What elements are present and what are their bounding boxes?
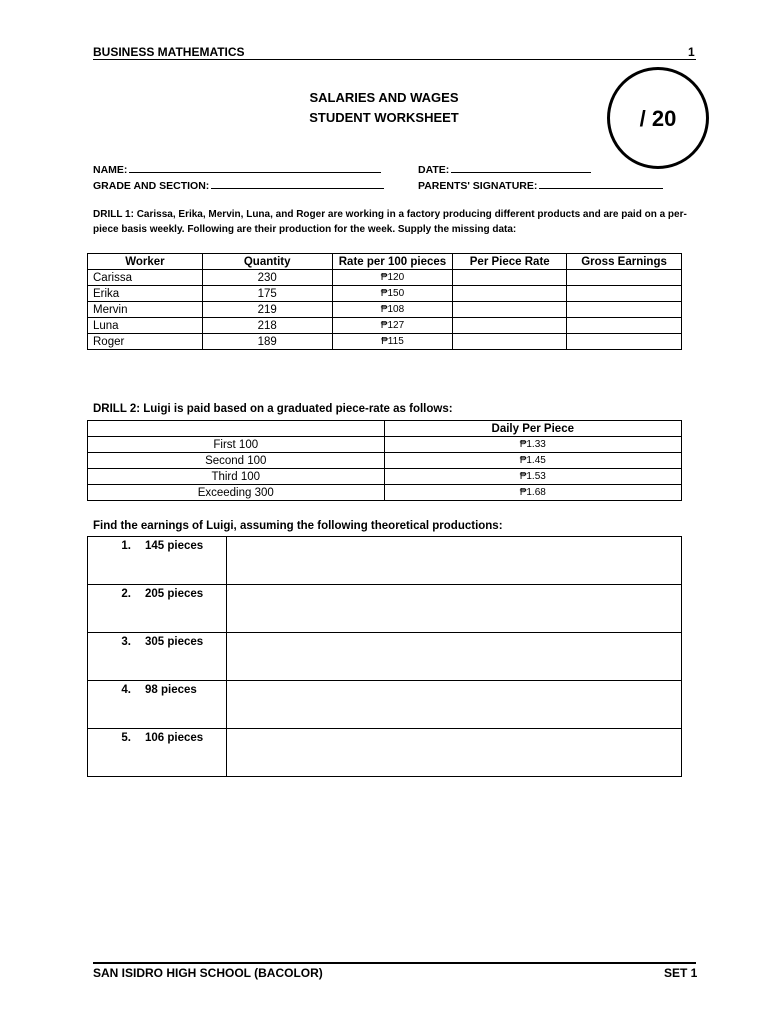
date-label: DATE: bbox=[418, 164, 450, 176]
problem-pieces: 106 pieces bbox=[145, 732, 204, 744]
page-title-line1: SALARIES AND WAGES bbox=[309, 90, 459, 105]
table-row bbox=[88, 453, 682, 469]
rate-cell: ₱115 bbox=[332, 334, 453, 350]
name-field[interactable] bbox=[93, 162, 381, 176]
parents-signature-blank[interactable] bbox=[539, 178, 663, 189]
worker-cell: Roger bbox=[88, 334, 203, 350]
problem-row bbox=[88, 585, 682, 633]
drill1-table bbox=[87, 253, 682, 350]
problem-label bbox=[88, 729, 227, 777]
table-row bbox=[88, 318, 682, 334]
problem-number: 3. bbox=[121, 636, 131, 648]
quantity-cell: 219 bbox=[202, 302, 332, 318]
col-rate-per-100: Rate per 100 pieces bbox=[332, 254, 453, 270]
header-page-number: 1 bbox=[688, 45, 695, 59]
date-blank[interactable] bbox=[451, 162, 591, 173]
problems-heading: Find the earnings of Luigi, assuming the following theoretical productions: bbox=[93, 520, 503, 532]
col-gross-earnings: Gross Earnings bbox=[567, 254, 682, 270]
gross-cell[interactable] bbox=[567, 334, 682, 350]
drill1-instructions-line2: piece basis weekly. Following are their production for the week. Supply the missing data: bbox=[93, 224, 517, 235]
header-subject: BUSINESS MATHEMATICS bbox=[93, 45, 245, 59]
problem-number: 1. bbox=[121, 540, 131, 552]
col-quantity: Quantity bbox=[202, 254, 332, 270]
answer-cell[interactable] bbox=[226, 633, 681, 681]
rate-cell: ₱120 bbox=[332, 270, 453, 286]
per-piece-cell[interactable] bbox=[453, 302, 567, 318]
answer-cell[interactable] bbox=[226, 537, 681, 585]
quantity-cell: 230 bbox=[202, 270, 332, 286]
worker-cell: Mervin bbox=[88, 302, 203, 318]
table-row bbox=[88, 469, 682, 485]
answer-cell[interactable] bbox=[226, 729, 681, 777]
tier-rate-cell: ₱1.68 bbox=[384, 485, 681, 501]
header-rule bbox=[93, 59, 696, 60]
gross-cell[interactable] bbox=[567, 302, 682, 318]
quantity-cell: 175 bbox=[202, 286, 332, 302]
worker-cell: Carissa bbox=[88, 270, 203, 286]
tier-cell: Second 100 bbox=[88, 453, 385, 469]
footer-rule bbox=[93, 962, 696, 964]
col-worker: Worker bbox=[88, 254, 203, 270]
drill2-table bbox=[87, 420, 682, 501]
drill1-instructions-line1: DRILL 1: Carissa, Erika, Mervin, Luna, and Roger are working in a factory producing different products and are paid on a per- bbox=[93, 209, 687, 220]
problem-row bbox=[88, 681, 682, 729]
grade-section-label: GRADE AND SECTION: bbox=[93, 180, 210, 192]
table-row bbox=[88, 437, 682, 453]
rate-cell: ₱108 bbox=[332, 302, 453, 318]
name-blank[interactable] bbox=[129, 162, 381, 173]
col-per-piece-rate: Per Piece Rate bbox=[453, 254, 567, 270]
drill2-header-row bbox=[88, 421, 682, 437]
worker-cell: Luna bbox=[88, 318, 203, 334]
score-circle bbox=[607, 67, 709, 169]
answer-cell[interactable] bbox=[226, 681, 681, 729]
tier-cell: Exceeding 300 bbox=[88, 485, 385, 501]
tier-rate-cell: ₱1.53 bbox=[384, 469, 681, 485]
footer-set: SET 1 bbox=[664, 966, 698, 980]
col-daily-per-piece: Daily Per Piece bbox=[384, 421, 681, 437]
problem-label bbox=[88, 537, 227, 585]
problem-pieces: 145 pieces bbox=[145, 540, 204, 552]
quantity-cell: 189 bbox=[202, 334, 332, 350]
worker-cell: Erika bbox=[88, 286, 203, 302]
gross-cell[interactable] bbox=[567, 318, 682, 334]
page-title-line2: STUDENT WORKSHEET bbox=[309, 110, 459, 125]
problem-number: 5. bbox=[121, 732, 131, 744]
tier-rate-cell: ₱1.33 bbox=[384, 437, 681, 453]
rate-cell: ₱150 bbox=[332, 286, 453, 302]
problem-row bbox=[88, 537, 682, 585]
date-field[interactable] bbox=[418, 162, 591, 176]
tier-rate-cell: ₱1.45 bbox=[384, 453, 681, 469]
parents-signature-label: PARENTS' SIGNATURE: bbox=[418, 180, 538, 192]
quantity-cell: 218 bbox=[202, 318, 332, 334]
problem-number: 2. bbox=[121, 588, 131, 600]
drill1-instructions bbox=[93, 207, 693, 237]
gross-cell[interactable] bbox=[567, 270, 682, 286]
problem-pieces: 205 pieces bbox=[145, 588, 204, 600]
grade-section-field[interactable] bbox=[93, 178, 384, 192]
score-total: / 20 bbox=[639, 106, 677, 131]
problem-pieces: 305 pieces bbox=[145, 636, 204, 648]
answer-cell[interactable] bbox=[226, 585, 681, 633]
problem-row bbox=[88, 633, 682, 681]
problem-pieces: 98 pieces bbox=[145, 684, 197, 696]
per-piece-cell[interactable] bbox=[453, 270, 567, 286]
per-piece-cell[interactable] bbox=[453, 334, 567, 350]
problem-row bbox=[88, 729, 682, 777]
footer-school: SAN ISIDRO HIGH SCHOOL (BACOLOR) bbox=[93, 966, 323, 980]
problem-number: 4. bbox=[121, 684, 131, 696]
problems-table bbox=[87, 536, 682, 777]
gross-cell[interactable] bbox=[567, 286, 682, 302]
table-row bbox=[88, 485, 682, 501]
rate-cell: ₱127 bbox=[332, 318, 453, 334]
problem-label bbox=[88, 681, 227, 729]
problem-label bbox=[88, 633, 227, 681]
drill1-header-row bbox=[88, 254, 682, 270]
col-tier bbox=[88, 421, 385, 437]
tier-cell: First 100 bbox=[88, 437, 385, 453]
parents-signature-field[interactable] bbox=[418, 178, 663, 192]
table-row bbox=[88, 270, 682, 286]
table-row bbox=[88, 302, 682, 318]
per-piece-cell[interactable] bbox=[453, 286, 567, 302]
drill2-heading: DRILL 2: Luigi is paid based on a graduated piece-rate as follows: bbox=[93, 403, 453, 415]
per-piece-cell[interactable] bbox=[453, 318, 567, 334]
table-row bbox=[88, 334, 682, 350]
name-label: NAME: bbox=[93, 164, 128, 176]
grade-section-blank[interactable] bbox=[211, 178, 384, 189]
problem-label bbox=[88, 585, 227, 633]
tier-cell: Third 100 bbox=[88, 469, 385, 485]
table-row bbox=[88, 286, 682, 302]
